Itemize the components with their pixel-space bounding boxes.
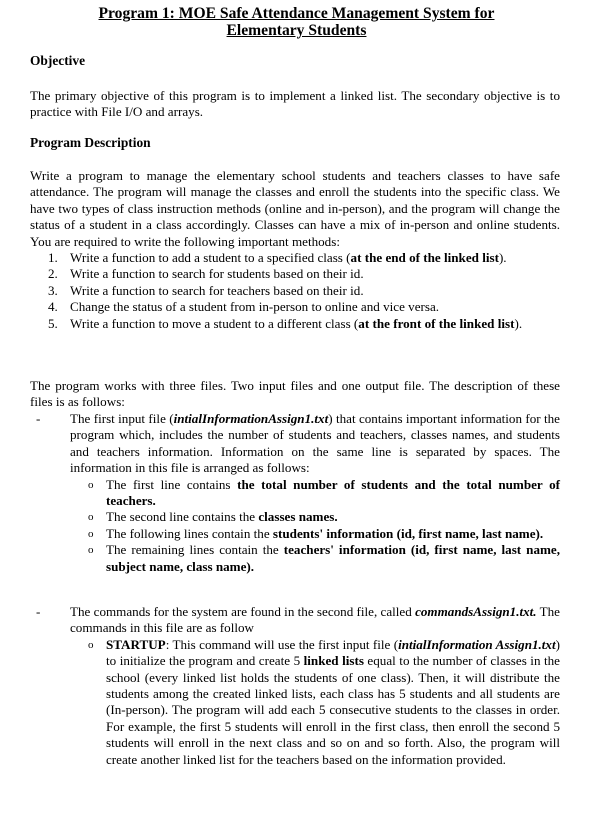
method-number: 1. [48,250,58,265]
file1-item: o The second line contains the classes names. [88,509,338,525]
files-intro: The program works with three files. Two input files and one output file. The description of these files is as follows: [30,378,560,410]
file1-item: o The following lines contain the students' information (id, first name, last name). [88,525,544,541]
objective-text: The primary objective of this program is to implement a linked list. The secondary objective is to practice with File I/O and arrays. [30,88,560,120]
file2-block: - The commands for the system are found in the second file, called commandsAssign1.txt. The commands in this file are as follow o STARTUP: This command will use the first input file (intialInformation Assign1.txt) to initialize the program and create 5 linked lists equal to the number of classes in the school (every linked list holds the students of one class). Then, it will distribute the students among the created linked lists, each class has 5 students and all students are (In-person). The program will add each 5 consecutive students to the classes in order. For example, the first 5 students will enroll in the first class, then enroll the second 5 students will enroll in the next class and so on and so forth. Also, the program will create another linked list for the teachers based on the information provided. [36,604,560,767]
method-number: 4. [48,299,58,315]
program-description-intro: Write a program to manage the elementary school students and teachers classes to have safe attendance. The program will manage the classes and enroll the students into the specific class. We have two types of class instruction methods (online and in-person), and the program will change the status of a student in a class accordingly. Classes can have a mix of in-person and online students. You are required to write the following important methods: [30,168,560,249]
file1-item: o The remaining lines contain the teachers' information (id, first name, last name, subject name, class name). [88,542,560,574]
startup-label: STARTUP [106,636,166,652]
method-item: 2. Write a function to search for students based on their id. [48,266,364,282]
methods-list [48,250,560,332]
method-item: 1. Write a function to add a student to a specified class (at the end of the linked list). [48,250,507,265]
startup-command: o STARTUP: This command will use the first input file (intialInformation Assign1.txt) to initialize the program and create 5 linked lists equal to the number of classes in the school (every linked list holds the students of one class). Then, it will distribute the students among the created linked lists, each class has 5 students and all students are (In-person). The program will add each 5 consecutive students to the classes in order. For example, the first 5 students will enroll in the first class, then enroll the second 5 students will enroll in the next class and so on and so forth. Also, the program will create another linked list for the teachers based on the information provided. [88,636,560,767]
method-item: 4. Change the status of a student from in-person to online and vice versa. [48,299,440,315]
file1-items [88,477,560,575]
document-title [0,5,593,39]
file1-item: o The first line contains the total number of students and the total number of teachers. [88,476,560,509]
title-line-2: Elementary Students [226,22,367,39]
dash-bullet: - [36,411,41,426]
commands-list [88,637,560,768]
objective-heading: Objective [30,53,86,68]
program-description-heading: Program Description [30,135,151,150]
title-line-1: Program 1: MOE Safe Attendance Management System for [98,5,495,22]
dash-bullet: - [36,604,41,619]
method-number: 3. [48,282,58,298]
file2-name: commandsAssign1.txt. [415,604,537,619]
method-item: 5. Write a function to move a student to a different class (at the front of the linked list). [48,315,523,331]
file1-block: - The first input file (intialInformationAssign1.txt) that contains important information for the program which, includes the number of students and teachers, classes names, and students and teachers information. Information on the same line is separated by spaces. The information in this file is arranged as follows: o The first line contains the total number of students and the total number of teachers. o The second line contains the classes names. o The following lines contain the students' information (id, first name, last name). o The remaining lines contain the teachers' information (id, first name, last name, subject name, class name). [36,411,560,574]
method-number: 2. [48,266,58,282]
method-number: 5. [48,315,58,331]
method-item: 3. Write a function to search for teachers based on their id. [48,282,364,298]
file1-name: intialInformationAssign1.txt [173,411,329,426]
